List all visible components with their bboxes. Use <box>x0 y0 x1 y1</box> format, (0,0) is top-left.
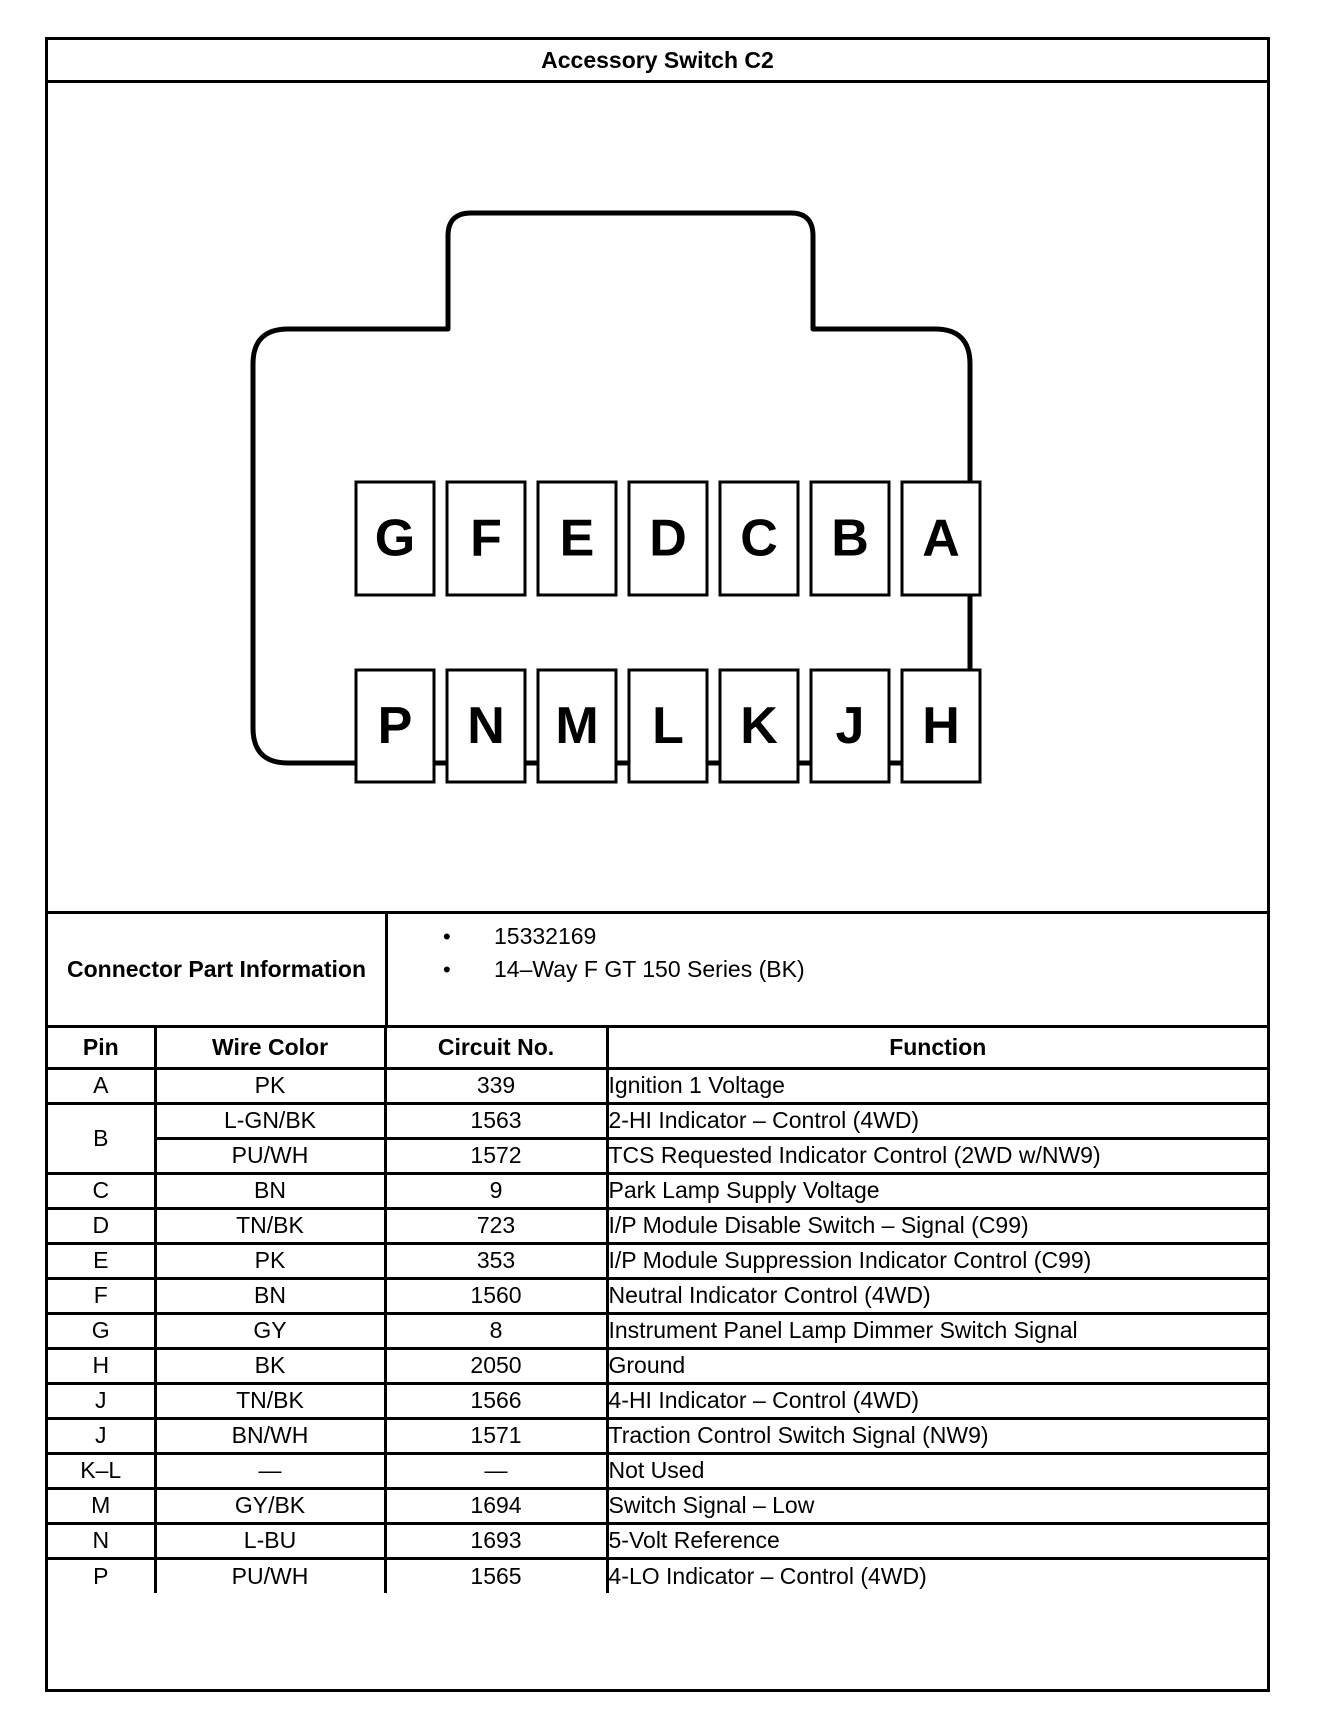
header-pin: Pin <box>48 1028 155 1068</box>
table-row <box>48 1453 1267 1488</box>
circuit-cell: 339 <box>385 1068 607 1103</box>
function-cell: TCS Requested Indicator Control (2WD w/NW9) <box>607 1138 1267 1173</box>
pin-cell: M <box>48 1488 155 1523</box>
function-cell: 5-Volt Reference <box>607 1523 1267 1558</box>
connector-face-svg <box>48 83 1267 953</box>
table-row <box>48 1313 1267 1348</box>
function-cell: Neutral Indicator Control (4WD) <box>607 1278 1267 1313</box>
table-row <box>48 1138 1267 1173</box>
pin-label-d: D <box>649 509 687 568</box>
function-cell: Ground <box>607 1348 1267 1383</box>
sheet-title: Accessory Switch C2 <box>48 40 1267 83</box>
pin-cell: E <box>48 1243 155 1278</box>
table-row <box>48 1348 1267 1383</box>
wire-color-cell: BN <box>155 1173 385 1208</box>
wire-color-cell: BN/WH <box>155 1418 385 1453</box>
pin-label-m: M <box>555 697 599 755</box>
function-cell: Switch Signal – Low <box>607 1488 1267 1523</box>
wire-color-cell: PK <box>155 1068 385 1103</box>
pin-cell: K–L <box>48 1453 155 1488</box>
header-circuit-no: Circuit No. <box>385 1028 607 1068</box>
connector-part-info <box>48 911 1267 1028</box>
circuit-cell: 723 <box>385 1208 607 1243</box>
wire-color-cell: — <box>155 1453 385 1488</box>
header-function: Function <box>607 1028 1267 1068</box>
pin-cell: D <box>48 1208 155 1243</box>
circuit-cell: 1560 <box>385 1278 607 1313</box>
pin-cell: B <box>48 1103 155 1173</box>
part-info-label: Connector Part Information <box>48 914 388 1025</box>
pin-cell: F <box>48 1278 155 1313</box>
table-row <box>48 1488 1267 1523</box>
part-info-item: • 15332169 <box>388 920 805 953</box>
pin-label-l: L <box>652 697 684 755</box>
function-cell: Traction Control Switch Signal (NW9) <box>607 1418 1267 1453</box>
pin-label-p: P <box>377 697 413 755</box>
function-cell: Park Lamp Supply Voltage <box>607 1173 1267 1208</box>
wire-color-cell: PK <box>155 1243 385 1278</box>
header-wire-color: Wire Color <box>155 1028 385 1068</box>
function-cell: 4-LO Indicator – Control (4WD) <box>607 1558 1267 1593</box>
bottom-pin-row <box>356 670 980 782</box>
pin-cell: J <box>48 1418 155 1453</box>
table-row <box>48 1558 1267 1593</box>
circuit-cell: 8 <box>385 1313 607 1348</box>
part-info-item: • 14–Way F GT 150 Series (BK) <box>388 953 805 986</box>
connector-sheet <box>45 37 1270 1692</box>
table-row <box>48 1243 1267 1278</box>
wire-color-cell: GY/BK <box>155 1488 385 1523</box>
wire-color-cell: BK <box>155 1348 385 1383</box>
pin-label-a: A <box>922 509 960 568</box>
table-row <box>48 1103 1267 1138</box>
circuit-cell: 353 <box>385 1243 607 1278</box>
table-header-row <box>48 1028 1267 1068</box>
circuit-cell: 1572 <box>385 1138 607 1173</box>
pin-cell: P <box>48 1558 155 1593</box>
function-cell: 4-HI Indicator – Control (4WD) <box>607 1383 1267 1418</box>
pin-label-f: F <box>470 509 502 568</box>
wire-color-cell: PU/WH <box>155 1558 385 1593</box>
table-row <box>48 1068 1267 1103</box>
table-row <box>48 1208 1267 1243</box>
pin-label-g: G <box>374 509 416 568</box>
pin-cell: J <box>48 1383 155 1418</box>
pin-cell: C <box>48 1173 155 1208</box>
pin-label-e: E <box>559 509 595 568</box>
circuit-cell: 1563 <box>385 1103 607 1138</box>
table-row <box>48 1523 1267 1558</box>
wire-color-cell: L-BU <box>155 1523 385 1558</box>
pin-cell: A <box>48 1068 155 1103</box>
circuit-cell: 9 <box>385 1173 607 1208</box>
circuit-cell: 1694 <box>385 1488 607 1523</box>
connector-diagram <box>48 83 1267 953</box>
wire-color-cell: GY <box>155 1313 385 1348</box>
wire-color-cell: BN <box>155 1278 385 1313</box>
top-pin-row <box>356 482 980 595</box>
pin-label-k: K <box>740 697 778 755</box>
circuit-cell: 1566 <box>385 1383 607 1418</box>
pin-label-n: N <box>467 697 505 755</box>
wire-color-cell: L-GN/BK <box>155 1103 385 1138</box>
pin-cell: N <box>48 1523 155 1558</box>
table-row <box>48 1278 1267 1313</box>
pin-label-c: C <box>740 509 778 568</box>
circuit-cell: 2050 <box>385 1348 607 1383</box>
function-cell: I/P Module Disable Switch – Signal (C99) <box>607 1208 1267 1243</box>
function-cell: Instrument Panel Lamp Dimmer Switch Signal <box>607 1313 1267 1348</box>
pin-cell: G <box>48 1313 155 1348</box>
table-row <box>48 1383 1267 1418</box>
pinout-table <box>48 1028 1267 1593</box>
wire-color-cell: TN/BK <box>155 1383 385 1418</box>
pin-label-j: J <box>835 697 865 755</box>
pin-cell: H <box>48 1348 155 1383</box>
wire-color-cell: TN/BK <box>155 1208 385 1243</box>
function-cell: Not Used <box>607 1453 1267 1488</box>
pin-label-b: B <box>831 509 869 568</box>
pin-label-h: H <box>922 697 960 755</box>
circuit-cell: 1571 <box>385 1418 607 1453</box>
part-info-list <box>388 920 805 986</box>
circuit-cell: 1693 <box>385 1523 607 1558</box>
table-row <box>48 1173 1267 1208</box>
circuit-cell: 1565 <box>385 1558 607 1593</box>
function-cell: 2-HI Indicator – Control (4WD) <box>607 1103 1267 1138</box>
function-cell: I/P Module Suppression Indicator Control (C99) <box>607 1243 1267 1278</box>
wire-color-cell: PU/WH <box>155 1138 385 1173</box>
circuit-cell: — <box>385 1453 607 1488</box>
function-cell: Ignition 1 Voltage <box>607 1068 1267 1103</box>
table-row <box>48 1418 1267 1453</box>
